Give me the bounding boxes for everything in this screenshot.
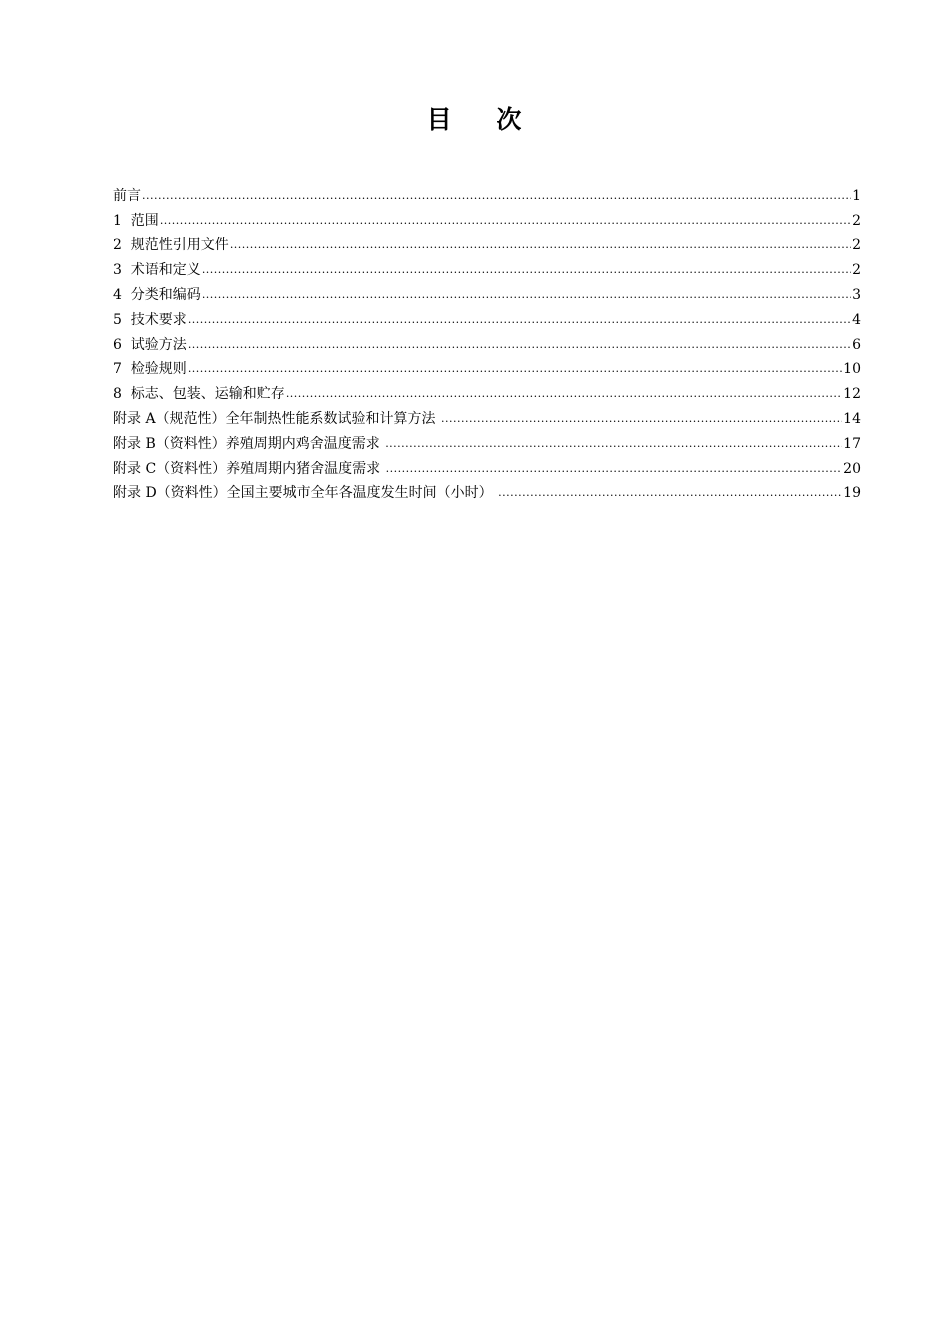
toc-entry-label: 5 技术要求 (113, 311, 187, 328)
page-title: 目 次 (426, 105, 524, 134)
toc-entry-label: 8 标志、包装、运输和贮存 (113, 386, 285, 403)
toc-entry-appendix-d[interactable] (113, 478, 861, 503)
toc-entry-appendix-b[interactable] (113, 428, 861, 453)
toc-entry-page: 10 (843, 361, 861, 378)
toc-entry-page: 2 (852, 262, 861, 279)
toc-entry-page: 19 (843, 485, 861, 502)
toc-entry-page: 17 (843, 435, 861, 452)
toc-leader-dots (202, 263, 851, 277)
toc-entry-appendix-c[interactable] (113, 453, 861, 478)
toc-entry-technical-requirements[interactable] (113, 304, 861, 329)
toc-entry-scope[interactable] (113, 205, 861, 230)
toc-leader-dots (385, 437, 842, 451)
toc-leader-dots (202, 288, 851, 302)
toc-entry-page: 1 (852, 187, 861, 204)
toc-entry-test-methods[interactable] (113, 329, 861, 354)
toc-leader-dots (188, 362, 842, 376)
toc-leader-dots (160, 214, 851, 228)
toc-entry-label: 2 规范性引用文件 (113, 237, 229, 254)
toc-leader-dots (142, 189, 851, 203)
toc-leader-dots (188, 313, 851, 327)
toc-leader-dots (188, 338, 851, 352)
toc-entry-label: 3 术语和定义 (113, 262, 201, 279)
toc-entry-page: 2 (852, 237, 861, 254)
toc-entry-label: 7 检验规则 (113, 361, 187, 378)
toc-entry-page: 3 (852, 286, 861, 303)
toc-entry-page: 4 (852, 311, 861, 328)
toc-entry-label: 前言 (113, 187, 141, 204)
toc-entry-label: 附录 B（资料性）养殖周期内鸡舍温度需求 (113, 435, 385, 452)
toc-entry-page: 14 (843, 410, 861, 427)
toc-entry-page: 20 (843, 460, 861, 477)
table-of-contents (113, 180, 861, 502)
toc-entry-page: 12 (843, 386, 861, 403)
toc-entry-classification[interactable] (113, 279, 861, 304)
toc-entry-label: 附录 D（资料性）全国主要城市全年各温度发生时间（小时） (113, 485, 498, 502)
toc-entry-label: 附录 A（规范性）全年制热性能系数试验和计算方法 (113, 410, 441, 427)
toc-leader-dots (441, 412, 842, 426)
toc-entry-page: 2 (852, 212, 861, 229)
toc-entry-page: 6 (852, 336, 861, 353)
toc-leader-dots (498, 486, 842, 500)
toc-entry-inspection-rules[interactable] (113, 354, 861, 379)
toc-entry-normative-references[interactable] (113, 230, 861, 255)
toc-leader-dots (286, 387, 842, 401)
toc-entry-terms-definitions[interactable] (113, 254, 861, 279)
toc-entry-label: 附录 C（资料性）养殖周期内猪舍温度需求 (113, 460, 385, 477)
toc-entry-label: 4 分类和编码 (113, 286, 201, 303)
toc-entry-marking-packaging[interactable] (113, 378, 861, 403)
toc-entry-label: 1 范围 (113, 212, 159, 229)
toc-entry-foreword[interactable] (113, 180, 861, 205)
toc-entry-appendix-a[interactable] (113, 403, 861, 428)
toc-entry-label: 6 试验方法 (113, 336, 187, 353)
toc-leader-dots (386, 462, 843, 476)
toc-leader-dots (230, 238, 851, 252)
